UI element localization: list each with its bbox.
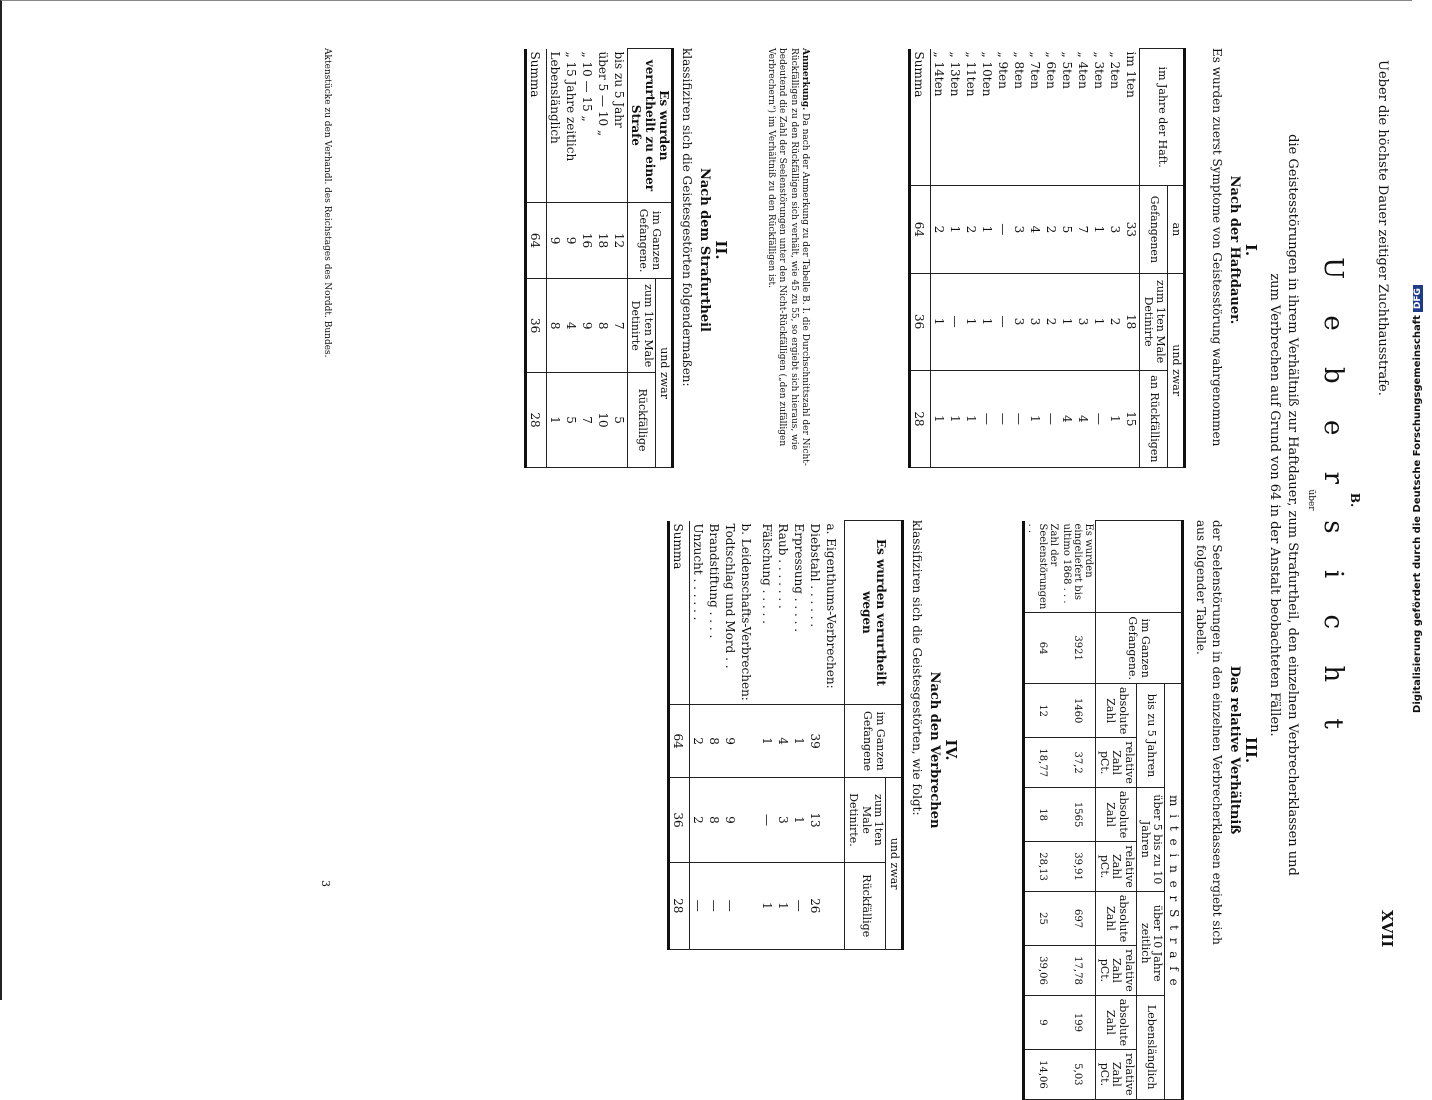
part4-row-total: 2 <box>690 704 707 778</box>
part4-row-relapse: 1 <box>759 862 775 949</box>
part3-head-rel-text: relative Zahl <box>1110 845 1136 888</box>
part1-row-first: 1 <box>1091 273 1107 370</box>
part2-row-label: bis zu 5 Jahr <box>611 49 628 203</box>
part1-row-label: „ 11ten <box>963 49 979 186</box>
part1-row-relapse: 4 <box>1075 370 1091 467</box>
part3-head-pct: pCt. <box>1097 1062 1111 1087</box>
part2-row-total: 18 <box>595 202 611 278</box>
part1-row-relapse: 1 <box>963 370 979 467</box>
part4-row-first: 13 <box>807 778 823 862</box>
part1-head-first: zum 1ten Male Detinirte <box>1140 273 1168 370</box>
part1-row-label: „ 9ten <box>995 49 1011 186</box>
part1-table <box>908 48 1186 468</box>
table-row <box>579 49 595 468</box>
part2-sum-first: 36 <box>525 279 546 373</box>
part1-sum-first: 36 <box>910 273 931 370</box>
part1-row-total: 2 <box>931 186 948 273</box>
part4-row-label: Brandstiftung . . . . <box>706 521 722 705</box>
part1-row-first: 3 <box>1027 273 1043 370</box>
part1-row-first: 1 <box>979 273 995 370</box>
table-row <box>963 49 979 468</box>
part1-row-total: 2 <box>963 186 979 273</box>
part1-row-label: „ 14ten <box>931 49 948 186</box>
part4-row-relapse: — <box>706 862 722 949</box>
part4-group-blank <box>738 778 759 862</box>
part1-row-label: „ 5ten <box>1059 49 1075 186</box>
part3-head-rel-text: relative Zahl <box>1110 949 1136 992</box>
part3-head-col4: Lebenslänglich <box>1136 995 1164 1099</box>
part1-row-relapse: 1 <box>947 370 963 467</box>
part4-row-label: Fälschung . . . . . <box>759 521 775 705</box>
part1-row-first: 1 <box>1059 273 1075 370</box>
part2-row-label: über 5 — 10 „ <box>595 49 611 203</box>
table-row <box>1123 49 1140 468</box>
table-row <box>1091 49 1107 468</box>
part2-row-label: „ 15 Jahre zeitlich <box>563 49 579 203</box>
part3-head-col1: bis zu 5 Jahren <box>1136 683 1164 787</box>
part1-note <box>765 48 810 468</box>
part4-group-blank <box>738 862 759 949</box>
part1-row-relapse: 1 <box>1027 370 1043 467</box>
part2-sum-row <box>525 49 546 468</box>
part2-intro: klassifiziren sich die Geistesgestörten folgendermaßen: <box>680 48 694 387</box>
part1-row-total: 2 <box>1043 186 1059 273</box>
part3-row-c1-abs: 12 <box>1024 683 1061 737</box>
part4-head-crime: Es wurden verurtheilt wegen <box>845 521 903 705</box>
part4-row-total: 39 <box>807 704 823 778</box>
part3-row-c3-abs: 697 <box>1060 891 1096 945</box>
part2-sum-total: 64 <box>525 202 546 278</box>
part1-row-first: 3 <box>1075 273 1091 370</box>
part1-title: Nach der Haftdauer. <box>1227 175 1242 325</box>
part1-row-first: 2 <box>1107 273 1123 370</box>
part1-row-first: 18 <box>1123 273 1140 370</box>
part4-row-relapse: 26 <box>807 862 823 949</box>
footnote: Aktenstücke zu den Verhandl. des Reichstages des Norddt. Bundes. <box>322 48 332 358</box>
part3-row-c1-rel: 37,2 <box>1060 738 1096 788</box>
part3-row-c3-abs: 25 <box>1024 891 1061 945</box>
part3-head-pct: pCt. <box>1097 958 1111 983</box>
part2-row-total: 9 <box>563 202 579 278</box>
part4-group-heading: b. Leidenschafts-Verbrechen: <box>738 521 759 705</box>
part4-row-label: Raub . . . . . . . <box>775 521 791 705</box>
part3-row-c2-rel: 39,91 <box>1060 842 1096 892</box>
part3-row-c2-abs: 1565 <box>1060 787 1096 841</box>
part3-row-c3-rel: 17,78 <box>1060 946 1096 996</box>
part3-numeral: III. <box>1242 736 1260 764</box>
part3-row-c2-abs: 18 <box>1024 787 1061 841</box>
part3-head-rel <box>1096 1050 1137 1100</box>
group-heading-row <box>823 521 845 950</box>
section-ueber: über <box>1306 489 1316 511</box>
part4-row-relapse: 1 <box>775 862 791 949</box>
part3-head-abs: absolute Zahl <box>1096 683 1137 737</box>
part2-head-total: im Ganzen Gefangene. <box>627 202 672 278</box>
table-row <box>1027 49 1043 468</box>
part4-row-first: 1 <box>791 778 807 862</box>
part4-group-heading: a. Eigenthums-Verbrechen: <box>823 521 845 705</box>
part3-head-abs: absolute Zahl <box>1096 787 1137 841</box>
part3-head-col2: über 5 bis zu 10 Jahren <box>1136 787 1164 891</box>
part1-row-relapse: 15 <box>1123 370 1140 467</box>
part4-numeral: IV. <box>942 739 960 761</box>
part1-row-total: 3 <box>1011 186 1027 273</box>
part2-row-first: 7 <box>611 279 628 373</box>
part3-head-pct: pCt. <box>1097 750 1111 775</box>
table-row <box>563 49 579 468</box>
part4-row-first: — <box>759 778 775 862</box>
part4-sum-label: Summa <box>669 521 690 705</box>
part1-row-relapse: — <box>1011 370 1027 467</box>
part1-row-first: 1 <box>931 273 948 370</box>
table-row <box>947 49 963 468</box>
part4-row-relapse: — <box>690 862 707 949</box>
part1-row-first: — <box>995 273 1011 370</box>
part4-row-label: Todtschlag und Mord . . <box>722 521 738 705</box>
part4-head-und-zwar: und zwar <box>886 778 903 950</box>
table-row <box>1043 49 1059 468</box>
part3-row-c4-rel: 14,06 <box>1024 1050 1061 1100</box>
part4-row-total: 4 <box>775 704 791 778</box>
part1-row-label: „ 10ten <box>979 49 995 186</box>
part2-row-total: 12 <box>611 202 628 278</box>
dfg-watermark-text: Digitalisierung gefördert durch die Deutsche Forschungsgemeinschaft <box>1412 315 1423 713</box>
part1-row-relapse: — <box>1091 370 1107 467</box>
part1-sum-total: 64 <box>910 186 931 273</box>
part3-title: Das relative Verhältniß <box>1227 665 1242 835</box>
part4-sum-relapse: 28 <box>669 862 690 949</box>
part1-sum-relapse: 28 <box>910 370 931 467</box>
part1-head-prisoners: Gefangenen <box>1140 186 1168 273</box>
part1-row-total: 5 <box>1059 186 1075 273</box>
part4-row-first: 9 <box>722 778 738 862</box>
part1-row-label: „ 6ten <box>1043 49 1059 186</box>
part2-head-first: zum 1ten Male Detinirte <box>627 279 656 373</box>
part3-head-col3: über 10 Jahre zeitlich <box>1136 891 1164 995</box>
part1-row-total: 3 <box>1107 186 1123 273</box>
table-row <box>690 521 707 950</box>
part1-row-total: 1 <box>979 186 995 273</box>
table-row <box>995 49 1011 468</box>
part3-head-total: im Ganzen Gefangene. <box>1096 613 1183 684</box>
part1-row-total: 33 <box>1123 186 1140 273</box>
part2-head-und-zwar: und zwar <box>656 279 673 468</box>
part3-head-rel <box>1096 842 1137 892</box>
part4-row-label: Diebstahl . . . . . . <box>807 521 823 705</box>
part3-row-label: Es wurden eingeliefert bis ultimo 1868 . . . <box>1060 521 1096 613</box>
part4-row-relapse: — <box>722 862 738 949</box>
part4-row-label: Erpressung . . . . . <box>791 521 807 705</box>
part1-row-label: „ 2ten <box>1107 49 1123 186</box>
part4-title: Nach den Verbrechen <box>927 671 942 829</box>
part4-table <box>667 520 904 950</box>
part4-group-blank <box>823 704 845 778</box>
table-row <box>759 521 775 950</box>
part1-row-total: 1 <box>947 186 963 273</box>
part1-row-label: „ 7ten <box>1027 49 1043 186</box>
part1-head-year: im Jahre der Haft. <box>1140 49 1185 186</box>
part3-head-blank <box>1096 521 1183 613</box>
part1-row-total: 4 <box>1027 186 1043 273</box>
part4-row-total: 8 <box>706 704 722 778</box>
part2-row-relapse: 10 <box>595 373 611 468</box>
part3-table <box>1022 520 1184 1100</box>
part1-row-relapse: 1 <box>1107 370 1123 467</box>
part1-row-total: — <box>995 186 1011 273</box>
part4-sum-total: 64 <box>669 704 690 778</box>
part3-row-c1-abs: 1460 <box>1060 683 1096 737</box>
part1-note-text: Da nach der Anmerkung zu der Tabelle B. I. die Durchschnittszahl der Nicht-Rückfälligen zu den Rückfälligen sich verhält, wie 45 zu 55, so ergiebt sich hieraus, wie bedeutend die Zahl der Seelenstörungen unter den Nicht-Rückfälligen („den zufälligen Verbrechern“) im Verhältniß zu den Rückfälligen ist. <box>766 48 810 466</box>
table-row <box>722 521 738 950</box>
part4-row-total: 9 <box>722 704 738 778</box>
part4-row-relapse: — <box>791 862 807 949</box>
part3-head-rel <box>1096 738 1137 788</box>
part2-row-first: 4 <box>563 279 579 373</box>
table-row <box>546 49 563 468</box>
part2-head-relapse: Rückfällige <box>627 373 656 468</box>
part4-row-label: Unzucht . . . . . . <box>690 521 707 705</box>
part3-row-total: 3921 <box>1060 613 1096 684</box>
signature-mark: 3 <box>319 880 332 887</box>
part2-table <box>524 48 674 468</box>
part3-row-c3-rel: 39,06 <box>1024 946 1061 996</box>
table-row <box>791 521 807 950</box>
table-row <box>611 49 628 468</box>
part2-row-relapse: 1 <box>546 373 563 468</box>
part3-head-abs: absolute Zahl <box>1096 891 1137 945</box>
part4-row-first: 8 <box>706 778 722 862</box>
part3-row-c4-abs: 9 <box>1024 995 1061 1049</box>
part1-row-total: 7 <box>1075 186 1091 273</box>
part3-intro: der Seelenstörungen in den einzelnen Verbrecherklassen ergiebt sich aus folgender Tabelle. <box>1194 520 1224 945</box>
table-row <box>1011 49 1027 468</box>
table-row <box>979 49 995 468</box>
part2-row-label: „ 10 — 15 „ <box>579 49 595 203</box>
part3-row-label: Zahl der Seelenstörungen . . <box>1024 521 1061 613</box>
part4-head-first: zum 1ten Male Detinirte. <box>845 778 886 862</box>
part4-row-total: 1 <box>759 704 775 778</box>
part1-row-label: „ 3ten <box>1091 49 1107 186</box>
part3-head-pct: pCt. <box>1097 854 1111 879</box>
section-title: U e b e r s i c h t <box>1318 257 1348 743</box>
part2-row-first: 9 <box>579 279 595 373</box>
part2-row-total: 9 <box>546 202 563 278</box>
table-row <box>1024 521 1061 1100</box>
part1-numeral: I. <box>1242 243 1260 257</box>
part1-note-head: Anmerkung. <box>800 48 810 111</box>
part1-row-relapse: 4 <box>1059 370 1075 467</box>
part3-row-c4-abs: 199 <box>1060 995 1096 1049</box>
group-heading-row <box>738 521 759 950</box>
table-row <box>1059 49 1075 468</box>
part2-head-sentence: Es wurden verurtheilt zu einer Strafe <box>627 49 672 203</box>
part4-row-total: 1 <box>791 704 807 778</box>
part4-sum-first: 36 <box>669 778 690 862</box>
part3-head-abs: absolute Zahl <box>1096 995 1137 1049</box>
running-title: Ueber die höchste Dauer zeitiger Zuchthausstrafe. <box>1375 60 1390 396</box>
part1-head-relapse: an Rückfälligen <box>1140 370 1168 467</box>
part3-row-c1-rel: 18,77 <box>1024 738 1061 788</box>
part3-head-mit-einer-strafe: m i t e i n e r S t r a f e <box>1165 683 1183 1099</box>
part1-head-an: an <box>1168 186 1185 273</box>
part4-group-blank <box>823 862 845 949</box>
part4-intro: klassifiziren sich die Geistesgestörten, wie folgt: <box>910 520 924 816</box>
part1-intro: Es wurden zuerst Symptome von Geistesstörung wahrgenommen <box>1210 48 1224 447</box>
part1-row-relapse: — <box>995 370 1011 467</box>
table-row <box>1107 49 1123 468</box>
part2-sum-label: Summa <box>525 49 546 203</box>
part4-row-first: 3 <box>775 778 791 862</box>
table-row <box>706 521 722 950</box>
part2-row-first: 8 <box>546 279 563 373</box>
table-row <box>931 49 948 468</box>
part1-row-first: 3 <box>1011 273 1027 370</box>
table-row <box>807 521 823 950</box>
part4-group-blank <box>738 704 759 778</box>
part2-row-total: 16 <box>579 202 595 278</box>
part2-row-first: 8 <box>595 279 611 373</box>
part3-head-rel-text: relative Zahl <box>1110 1053 1136 1096</box>
part2-row-relapse: 7 <box>579 373 595 468</box>
part1-row-label: „ 4ten <box>1075 49 1091 186</box>
part1-row-label: im 1ten <box>1123 49 1140 186</box>
part1-row-label: „ 13ten <box>947 49 963 186</box>
part4-group-blank <box>823 778 845 862</box>
table-row <box>775 521 791 950</box>
table-row <box>595 49 611 468</box>
part2-row-label: Lebenslänglich <box>546 49 563 203</box>
dfg-logo: DFG <box>1413 285 1423 312</box>
part3-head-rel <box>1096 946 1137 996</box>
part3-head-rel-text: relative Zahl <box>1110 741 1136 784</box>
part4-head-total: im Ganzen Gefangene <box>845 704 903 778</box>
part1-head-und-zwar: und zwar <box>1168 273 1185 467</box>
dfg-watermark <box>1412 6 1428 992</box>
part4-row-first: 2 <box>690 778 707 862</box>
section-subtitle-1: die Geistesstörungen in ihrem Verhältniß zur Haftdauer, zum Strafurtheil, den einzelnen Verbrecherklassen und <box>1285 134 1300 876</box>
part1-row-relapse: — <box>1043 370 1059 467</box>
part2-numeral: II. <box>712 240 730 260</box>
part4-head-relapse: Rückfällige <box>845 862 886 949</box>
part1-row-first: 1 <box>963 273 979 370</box>
part1-row-first: — <box>947 273 963 370</box>
section-subtitle-2: zum Verbrechen auf Grund von 64 in der Anstalt beobachteten Fällen. <box>1267 273 1282 737</box>
part1-sum-label: Summa <box>910 49 931 186</box>
part2-row-relapse: 5 <box>563 373 579 468</box>
table-row <box>1075 49 1091 468</box>
page-number: XVII <box>1378 910 1396 948</box>
part1-row-relapse: 1 <box>931 370 948 467</box>
table-row <box>1060 521 1096 1100</box>
part2-title: Nach dem Strafurtheil <box>697 167 712 332</box>
part2-row-relapse: 5 <box>611 373 628 468</box>
part4-sum-row <box>669 521 690 950</box>
section-letter: B. <box>1348 492 1362 508</box>
part3-row-c4-rel: 5,03 <box>1060 1050 1096 1100</box>
part1-row-first: 2 <box>1043 273 1059 370</box>
part1-row-relapse: — <box>979 370 995 467</box>
part3-row-total: 64 <box>1024 613 1061 684</box>
part1-row-label: „ 8ten <box>1011 49 1027 186</box>
part1-sum-row <box>910 49 931 468</box>
part2-sum-relapse: 28 <box>525 373 546 468</box>
part3-row-c2-rel: 28,13 <box>1024 842 1061 892</box>
part1-row-total: 1 <box>1091 186 1107 273</box>
